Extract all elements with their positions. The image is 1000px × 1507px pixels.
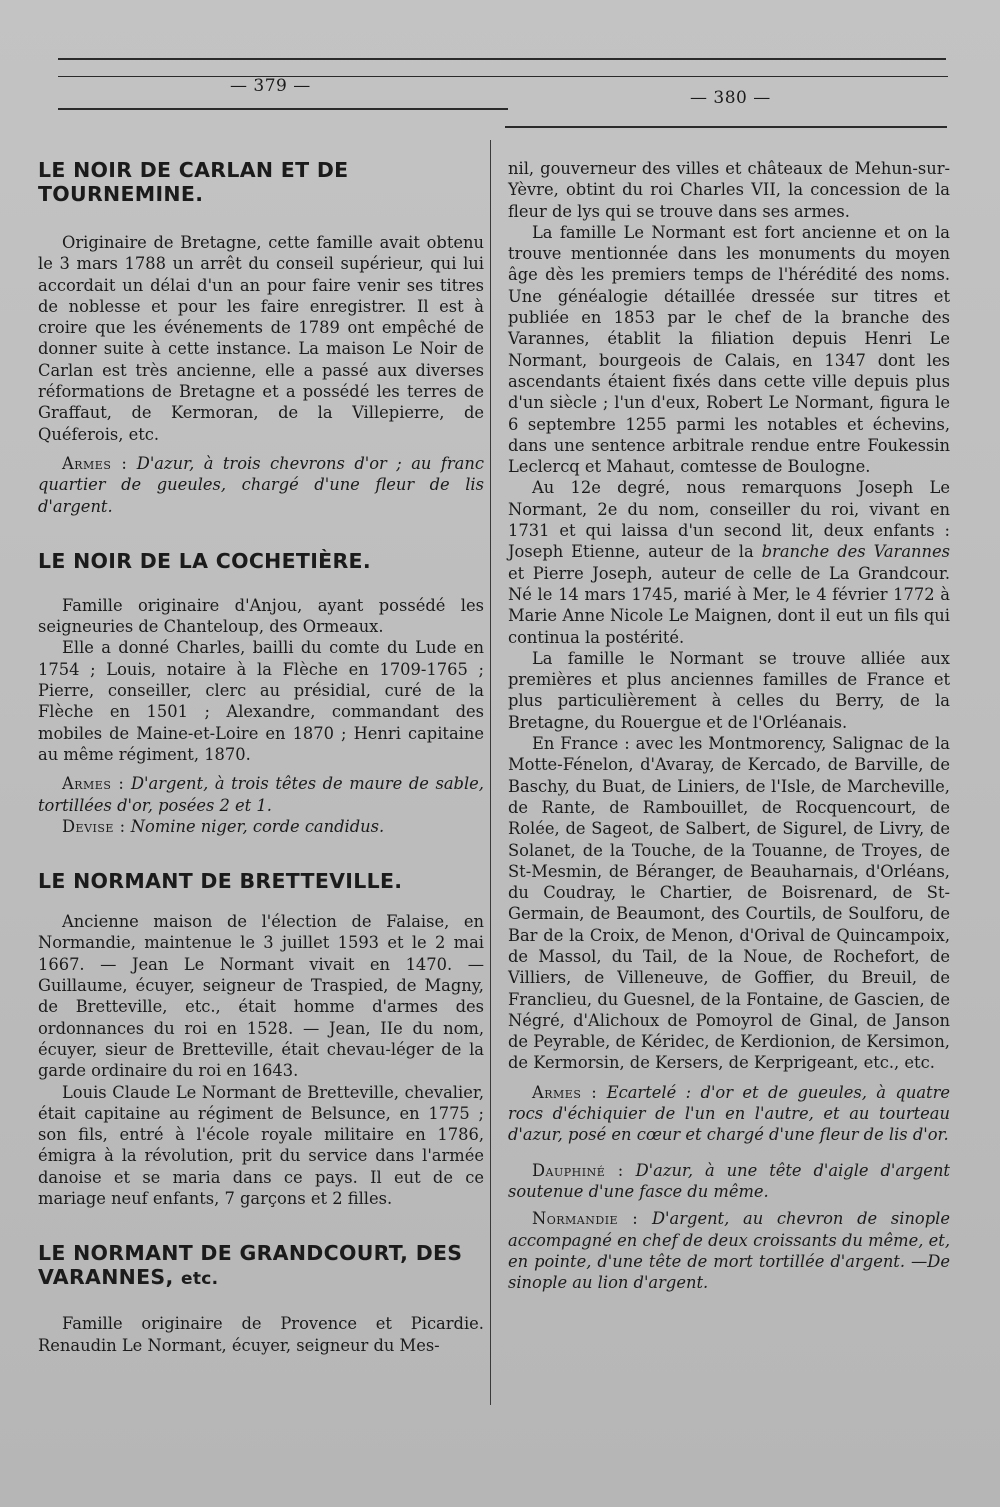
paragraph-bretteville-1: Ancienne maison de l'élection de Falaise, en Normandie, maintenue le 3 juillet 1593 et le 2 mai 1667. — Jean Le Normant vivait en 1470. — Guillaume, écuyer, seigneur de Traspied, de Magny, de Bretteville, etc., était homme d'armes des ordonnances du roi en 1528. — Jean, IIe du nom, écuyer, sieur de Bretteville, était chevau-léger de la garde ordinaire du roi en 1643. — [38, 912, 484, 1081]
text-12e-c: et Pierre Joseph, auteur de celle de La Grandcour. Né le 14 mars 1745, marié à Mer, le 4 février 1772 à Marie Anne Nicole Le Maignen, dont il eut un fils qui continua la postérité. — [508, 563, 950, 647]
right-column — [508, 158, 950, 1293]
header-rule-left — [58, 108, 508, 110]
armes-label: Armes : — [532, 1082, 598, 1102]
armes-text: Ecartelé : d'or et de gueules, à quatre rocs d'échiquier de l'un en l'autre, et au tourteau d'azur, posé en cœur et chargé d'une fleur de lis d'or. — [508, 1082, 950, 1145]
text-12e-a: Au 12e degré, nous remarquons Joseph Le Normant, 2e du nom, conseiller du roi, vivant en 1731 et qui laissa d'un second lit, deux enfants : Joseph Etienne, auteur de la — [508, 478, 950, 562]
armes-text: D'argent, à trois têtes de maure de sable, tortillées d'or, posées 2 et 1. — [38, 774, 484, 815]
section-title-cochetiere: LE NOIR DE LA COCHETIÈRE. — [38, 548, 371, 573]
armes-normant — [508, 1082, 950, 1146]
header-rule-right — [505, 126, 947, 128]
normandie-text: D'argent, au chevron de sinople accompagné en chef de deux croissants du même, et, en pointe, d'une tête de mort tortillée d'argent. —De sinople au lion d'argent. — [508, 1209, 951, 1293]
paragraph-grandcourt: Famille originaire de Provence et Picardie. Renaudin Le Normant, écuyer, seigneur du Mes- — [38, 1314, 484, 1355]
page-number-right: — 380 — — [690, 88, 771, 108]
paragraph-alliances: La famille le Normant se trouve alliée aux premières et plus anciennes familles de France et plus particulièrement à celles du Berry, de la Bretagne, du Rouergue et de l'Orléanais. — [508, 648, 950, 732]
paragraph-carlan: Originaire de Bretagne, cette famille avait obtenu le 3 mars 1788 un arrêt du conseil supérieur, qui lui accordait un délai d'un an pour faire venir ses titres de noblesse et pour les faire enregistrer. Il est à croire que les événements de 1789 ont empêché de donner suite à cette instance. La maison Le Noir de Carlan est très ancienne, elle a passé aux diverses réformations de Bretagne et a possédé les terres de Graffaut, de Kermoran, de la Villepierre, de Quéferois, etc. — [38, 233, 484, 444]
paragraph-en-france: En France : avec les Montmorency, Salignac de la Motte-Fénelon, d'Avaray, de Kercado, de Barville, de Baschy, du Buat, de Liniers, de l'Isle, de Marcheville, de Rante, de Rambouillet, de Rocquencourt, de Rolée, de Sageot, de Salbert, de Sigurel, de Livry, de Solanet, de la Touche, de la Touanne, de Troyes, de St-Mesmin, de Béranger, de Beauharnais, d'Orléans, du Coudray, le Chartier, de Boisrenard, de St-Germain, de Beaumont, des Courtils, de Soulforu, de Bar de la Croix, de Menon, d'Orival de Quincampoix, de Massol, du Tail, de la Noue, de Rochefort, de Villiers, de Villeneuve, de Goffier, du Breuil, de Franclieu, du Guesnel, de la Fontaine, de Gascien, de Négré, d'Alichoux de Pomoyrol de Ginal, de Janson de Peyrable, de Kéridec, de Kerdionion, de Kersimon, de Kermorsin, de Kersers, de Kerprigeant, etc., etc. — [508, 734, 950, 1073]
armes-text: D'azur, à trois chevrons d'or ; au franc quartier de gueules, chargé d'une fleur de lis d'argent. — [38, 453, 484, 516]
section-title-carlan: LE NOIR DE CARLAN ET DE TOURNEMINE. — [38, 158, 349, 206]
paragraph-continued: nil, gouverneur des villes et châteaux de Mehun-sur-Yèvre, obtint du roi Charles VII, la concession de la fleur de lys qui se trouve dans ses armes. — [508, 159, 950, 221]
top-rule-right — [58, 76, 948, 77]
section-title-bretteville: LE NORMANT DE BRETTEVILLE. — [38, 869, 403, 894]
text-12e-branche: branche des Varannes — [761, 542, 950, 562]
armes-carlan — [38, 453, 484, 517]
paragraph-cochetiere-2: Elle a donné Charles, bailli du comte du Lude en 1754 ; Louis, notaire à la Flèche en 1709-1765 ; Pierre, conseiller, clerc au présidial, curé de la Flèche en 1501 ; Alexandre, commandant des mobiles de Maine-et-Loire en 1870 ; Henri capitaine au même régiment, 1870. — [38, 638, 484, 764]
section-title-grandcourt-main: LE NORMANT DE GRANDCOURT, DES VARANNES, — [38, 1241, 463, 1290]
paragraph-famille-ancienne: La famille Le Normant est fort ancienne et on la trouve mentionnée dans les monuments du moyen âge dès les premiers temps de l'hérédité des noms. Une généalogie détaillée dressée sur titres et publiée en 1853 par le chef de la branche des Varannes, établit la filiation depuis Henri Le Normant, bourgeois de Calais, en 1347 dont les ascendants étaient fixés dans cette ville depuis plus d'un siècle ; l'un d'eux, Robert Le Normant, figura le 6 septembre 1255 parmi les notables et échevins, dans une sentence arbitrale rendue entre Foukessin Leclercq et Mahaut, comtesse de Boulogne. — [508, 222, 950, 477]
section-title-grandcourt — [38, 1241, 484, 1291]
paragraph-cochetiere-1: Famille originaire d'Anjou, ayant possédé les seigneuries de Chanteloup, des Ormeaux. — [38, 595, 484, 637]
section-title-grandcourt-suffix: etc. — [181, 1269, 219, 1290]
top-rule-left — [58, 58, 946, 60]
devise-text: Nomine niger, corde candidus. — [130, 816, 385, 836]
dauphine-text: D'azur, à une tête d'aigle d'argent soutenue d'une fasce du même. — [508, 1160, 950, 1201]
paragraph-12e-degre — [508, 477, 950, 647]
devise-label: Devise : — [62, 816, 126, 836]
left-column — [38, 158, 484, 1356]
devise-cochetiere — [38, 816, 484, 837]
armes-label: Armes : — [62, 774, 125, 794]
paragraph-bretteville-2: Louis Claude Le Normant de Bretteville, chevalier, était capitaine au régiment de Belsunce, en 1775 ; son fils, entré à l'école royale militaire en 1786, émigra à la révolution, prit du service dans l'armée danoise et se maria dans ce pays. Il eut de ce mariage neuf enfants, 7 garçons et 2 filles. — [38, 1082, 484, 1208]
page-number-left: — 379 — — [230, 76, 311, 96]
armes-normandie — [508, 1208, 950, 1293]
normandie-label: Normandie : — [532, 1209, 639, 1229]
armes-cochetiere — [38, 773, 484, 816]
armes-label: Armes : — [62, 453, 128, 473]
armes-dauphine — [508, 1160, 950, 1203]
column-divider — [490, 140, 491, 1405]
dauphine-label: Dauphiné : — [532, 1160, 624, 1180]
